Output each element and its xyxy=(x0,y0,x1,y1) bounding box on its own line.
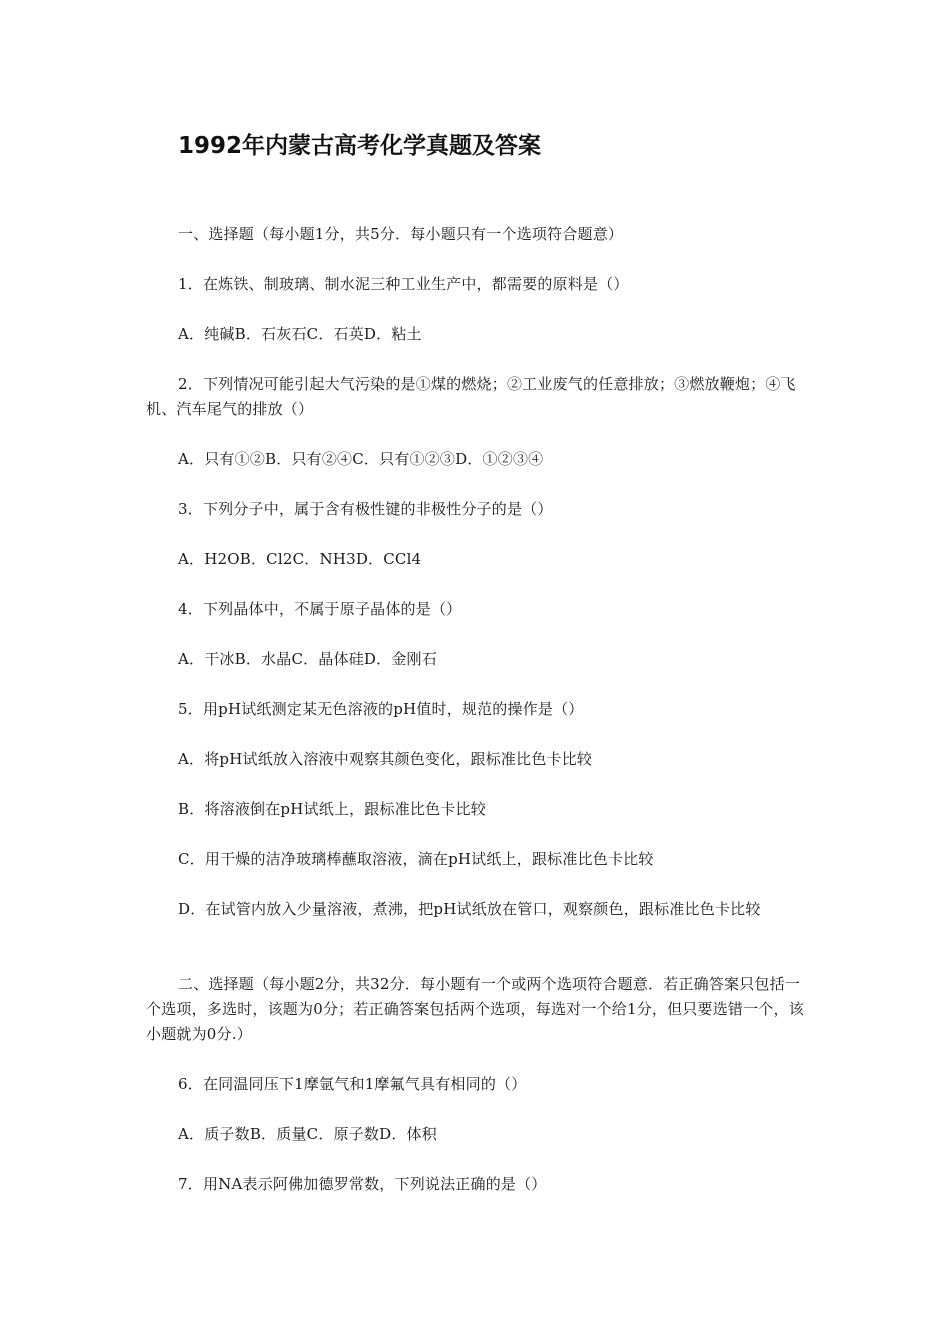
question-2-stem: 2．下列情况可能引起大气污染的是①煤的燃烧；②工业废气的任意排放；③燃放鞭炮；④飞机、汽车尾气的排放（） xyxy=(146,375,796,418)
page-title: 1992年内蒙古高考化学真题及答案 xyxy=(178,133,542,159)
question-1-options: A．纯碱B．石灰石C．石英D．粘土 xyxy=(178,325,422,343)
question-5-option-b: B．将溶液倒在pH试纸上，跟标准比色卡比较 xyxy=(178,800,486,818)
question-4-options: A．干冰B．水晶C．晶体硅D．金刚石 xyxy=(178,650,437,668)
question-5-option-a: A．将pH试纸放入溶液中观察其颜色变化，跟标准比色卡比较 xyxy=(178,750,593,768)
question-6-options: A．质子数B．质量C．原子数D．体积 xyxy=(178,1125,437,1143)
question-3-options: A．H2OB．Cl2C．NH3D．CCl4 xyxy=(178,550,422,568)
section-2-heading: 二、选择题（每小题2分，共32分．每小题有一个或两个选项符合题意．若正确答案只包括一个选项，多选时，该题为0分；若正确答案包括两个选项，每选对一个给1分，但只要选错一个，该小题就为0分.） xyxy=(146,975,804,1043)
question-7-stem: 7．用NA表示阿佛加德罗常数，下列说法正确的是（） xyxy=(178,1175,547,1193)
question-4-stem: 4．下列晶体中，不属于原子晶体的是（） xyxy=(178,600,462,618)
question-1-stem: 1．在炼铁、制玻璃、制水泥三种工业生产中，都需要的原料是（） xyxy=(178,275,629,293)
question-5-option-d: D．在试管内放入少量溶液，煮沸，把pH试纸放在管口，观察颜色，跟标准比色卡比较 xyxy=(178,900,761,918)
question-6-stem: 6．在同温同压下1摩氩气和1摩氟气具有相同的（） xyxy=(178,1075,527,1093)
question-2-options: A．只有①②B．只有②④C．只有①②③D．①②③④ xyxy=(178,450,544,468)
question-5-option-c: C．用干燥的洁净玻璃棒蘸取溶液，滴在pH试纸上，跟标准比色卡比较 xyxy=(178,850,654,868)
question-3-stem: 3．下列分子中，属于含有极性键的非极性分子的是（） xyxy=(178,500,553,518)
question-5-stem: 5．用pH试纸测定某无色溶液的pH值时，规范的操作是（） xyxy=(178,700,584,718)
section-1-heading: 一、选择题（每小题1分，共5分．每小题只有一个选项符合题意） xyxy=(178,225,624,243)
